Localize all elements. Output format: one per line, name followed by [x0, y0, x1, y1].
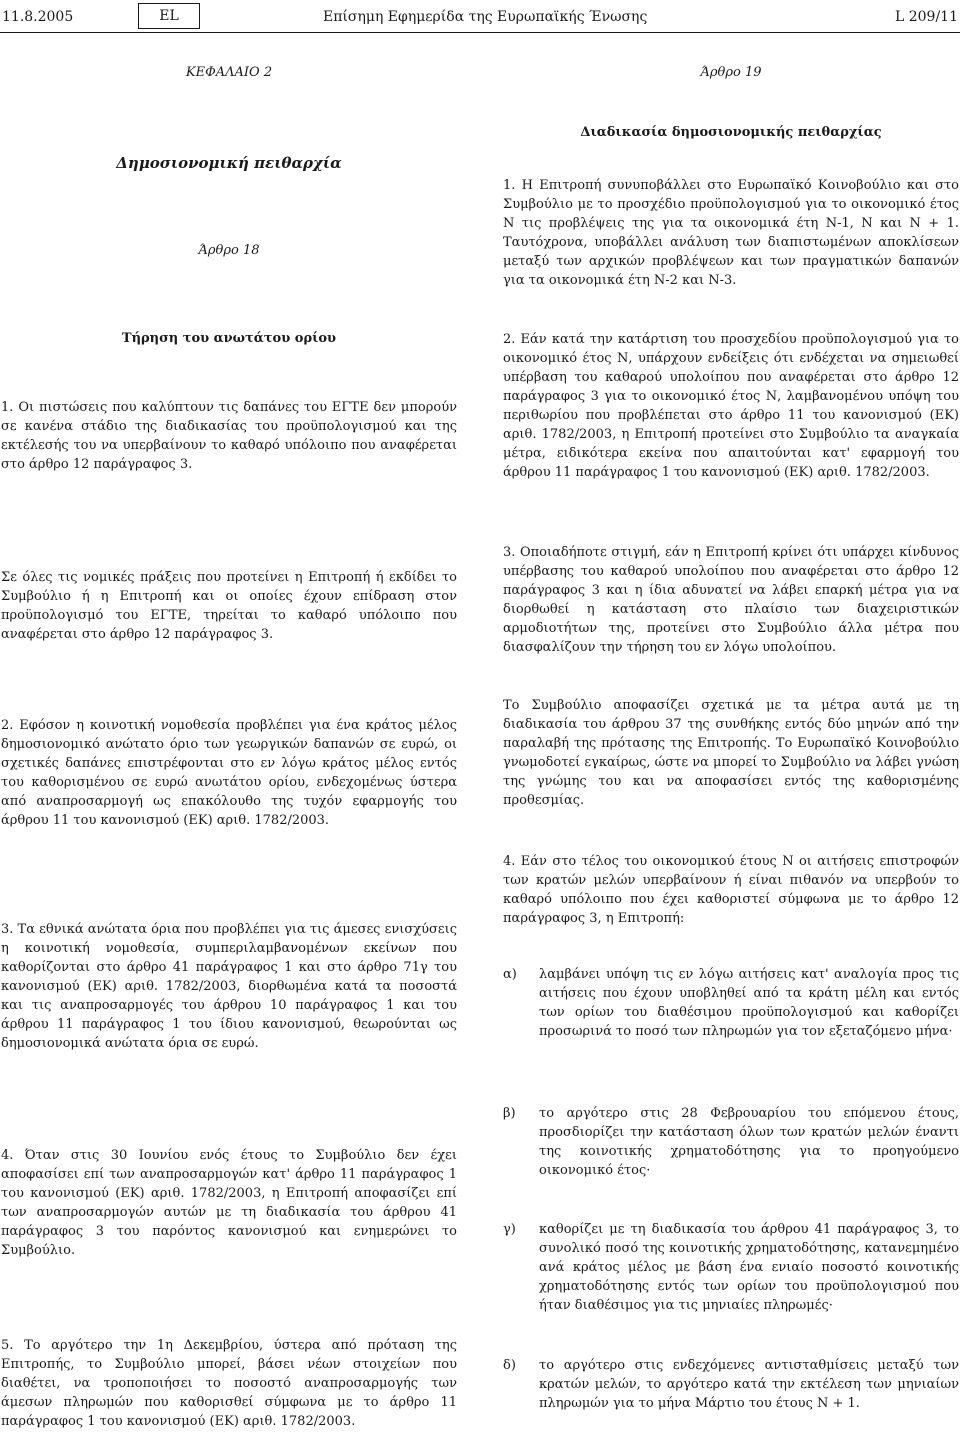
article-19-paragraph-2: 2. Εάν κατά την κατάρτιση του προσχεδίου προϋπολογισμού για το οικονομικό έτος Ν, υπάρχουν ενδείξεις ότι ενδέχεται να σημειωθεί υπέρβαση του καθαρού υπολοίπου που αναφέρεται στο άρθρο 12 παράγραφος 3 για το οικονομικό έτος Ν, λαμβανομένου υπόψη του περιθωρίου που προβλέπεται στο άρθρο 11 του κανονισμού (ΕΚ) αριθ. 1782/2003, η Επιτροπή προτείνει στο Συμβούλιο τα αναγκαία μέτρα, ειδικότερα εκείνα που απαιτούνται κατ' εφαρμογή του άρθρου 11 παράγραφος 1 του κανονισμού (ΕΚ) αριθ. 1782/2003. [503, 332, 959, 480]
list-item [503, 1356, 959, 1413]
journal-title: Επίσημη Εφημερίδα της Ευρωπαϊκής Ένωσης [323, 9, 648, 25]
article-19-paragraph-3: 3. Οποιαδήποτε στιγμή, εάν η Επιτροπή κρίνει ότι υπάρχει κίνδυνος υπέρβασης του καθαρού υπολοίπου που αναφέρεται στο άρθρο 12 παράγραφος 3 και η ίδια αδυνατεί να λάβει επαρκή μέτρα για να διορθωθεί η κατάσταση στο πλαίσιο των διαχειριστικών αρμοδιοτήτων της, προτείνει στο Συμβούλιο άλλα μέτρα που διασφαλίζουν την τήρηση του εν λόγω υπολοίπου. [503, 545, 959, 655]
list-item-text: το αργότερο στις ενδεχόμενες αντισταθμίσεις μεταξύ των κρατών μελών, το αργότερο κατά την εκτέλεση των μηνιαίων πληρωμών για το μήνα Μάρτιο του έτους Ν + 1. [539, 1358, 959, 1411]
article-19-paragraph-3-subparagraph: Το Συμβούλιο αποφασίζει σχετικά με τα μέτρα αυτά με τη διαδικασία του άρθρου 37 της συνθήκης εντός δύο μηνών από την παραλαβή της πρότασης της Επιτροπής. Το Ευρωπαϊκό Κοινοβούλιο γνωμοδοτεί εγκαίρως, ώστε να μπορεί το Συμβούλιο να λάβει γνώση της γνώμης του και να αποφασίσει εντός της καθορισμένης προθεσμίας. [503, 698, 959, 808]
list-item-text: το αργότερο στις 28 Φεβρουαρίου του επόμενου έτους, προσδιορίζει την κατάσταση όλων των κρατών μελών έναντι της κοινοτικής χρηματοδότησης για το προηγούμενο οικονομικό έτος· [539, 1106, 959, 1178]
language-badge: EL [138, 3, 200, 29]
list-item-text: καθορίζει με τη διαδικασία του άρθρου 41 παράγραφος 3, το συνολικό ποσό της κοινοτικής χρηματοδότησης, κατανεμημένο ανά κράτος μέλος με βάση ένα ενιαίο ποσοστό κοινοτικής χρηματοδότησης εντός των ορίων του προϋπολογισμού που ήταν διαθέσιμος για τις μηνιαίες πληρωμές· [539, 1222, 959, 1313]
article-19-paragraph-1: 1. Η Επιτροπή συνυποβάλλει στο Ευρωπαϊκό Κοινοβούλιο και στο Συμβούλιο με το προσχέδιο προϋπολογισμού για το οικονομικό έτος Ν τις προβλέψεις της για τα οικονομικά έτη Ν-1, Ν και Ν + 1. Ταυτόχρονα, υποβάλλει ανάλυση των διαπιστωμένων αποκλίσεων μεταξύ των αρχικών προβλέψεων και των πραγματικών δαπανών για τα οικονομικά έτη Ν-2 και Ν-3. [503, 178, 959, 288]
page-reference: L 209/11 [895, 9, 958, 25]
chapter-number: ΚΕΦΑΛΑΙΟ 2 [185, 65, 273, 80]
article-18-title: Τήρηση του ανωτάτου ορίου [121, 331, 337, 346]
list-item-label: δ) [503, 1358, 516, 1373]
article-18-paragraph-1: 1. Οι πιστώσεις που καλύπτουν τις δαπάνες του ΕΓΤΕ δεν μπορούν σε κανένα στάδιο της διαδικασίας του προϋπολογισμού και της εκτέλεσής του να υπερβαίνουν το καθαρό υπόλοιπο που αναφέρεται στο άρθρο 12 παράγραφος 3. [1, 400, 457, 472]
article-18-paragraph-1-subparagraph: Σε όλες τις νομικές πράξεις που προτείνει η Επιτροπή ή εκδίδει το Συμβούλιο ή η Επιτροπή και οι οποίες έχουν επίδραση στον προϋπολογισμό του ΕΓΤΕ, τηρείται το καθαρό υπόλοιπο που αναφέρεται στο άρθρο 12 παράγραφος 3. [1, 570, 457, 642]
article-18-paragraph-2: 2. Εφόσον η κοινοτική νομοθεσία προβλέπει για ένα κράτος μέλος δημοσιονομικό ανώτατο όριο των γεωργικών δαπανών σε ευρώ, οι σχετικές δαπάνες επιστρέφονται στο εν λόγω κράτος μέλος εντός του καθορισμένου σε ευρώ ανωτάτου ορίου, ενδεχομένως ύστερα από αναπροσαρμογή ως επακόλουθο της τυχόν εφαρμογής του άρθρου 11 του κανονισμού (ΕΚ) αριθ. 1782/2003. [1, 718, 457, 828]
list-item [503, 965, 959, 1041]
chapter-title: Δημοσιονομική πειθαρχία [116, 154, 342, 172]
article-18-paragraph-4: 4. Όταν στις 30 Ιουνίου ενός έτους το Συμβούλιο δεν έχει αποφασίσει επί των αναπροσαρμογών κατ' άρθρο 11 παράγραφος 1 του κανονισμού (ΕΚ) αριθ. 1782/2003, η Επιτροπή αποφασίζει επί των αναπροσαρμογών αυτών με τη διαδικασία του άρθρου 41 παράγραφος 3 του παρόντος κανονισμού και ενημερώνει το Συμβούλιο. [1, 1148, 457, 1258]
article-19-title: Διαδικασία δημοσιονομικής πειθαρχίας [580, 125, 882, 140]
article-19-heading: Άρθρο 19 [700, 65, 762, 80]
list-item-label: α) [503, 967, 517, 982]
article-18-paragraph-5: 5. Το αργότερο την 1η Δεκεμβρίου, ύστερα από πρόταση της Επιτροπής, το Συμβούλιο μπορεί, βάσει νέων στοιχείων που διαθέτει, να τροποποιήσει το ποσοστό αναπροσαρμογής των άμεσων πληρωμών που καθορισθεί σύμφωνα με το άρθρο 11 παράγραφος 1 του κανονισμού (ΕΚ) αριθ. 1782/2003. [1, 1338, 457, 1429]
list-item [503, 1104, 959, 1180]
list-item-label: γ) [503, 1222, 516, 1237]
list-item [503, 1220, 959, 1315]
issue-date: 11.8.2005 [2, 9, 74, 25]
header-rule [0, 32, 960, 33]
journal-header [0, 0, 960, 40]
list-item-text: λαμβάνει υπόψη τις εν λόγω αιτήσεις κατ' αναλογία προς τις αιτήσεις που έχουν υποβληθεί από τα κράτη μέλη και εντός των ορίων του διαθέσιμου προϋπολογισμού και καθορίζει προσωρινά το ποσό των πληρωμών για τον εξεταζόμενο μήνα· [539, 967, 959, 1039]
article-19-paragraph-4: 4. Εάν στο τέλος του οικονομικού έτους Ν οι αιτήσεις επιστροφών των κρατών μελών υπερβαίνουν ή είναι πιθανόν να υπερβούν το καθαρό υπόλοιπο που έχει καθοριστεί σύμφωνα με το άρθρο 12 παράγραφος 3, η Επιτροπή: [503, 854, 959, 926]
article-18-heading: Άρθρο 18 [198, 243, 260, 258]
list-item-label: β) [503, 1106, 516, 1121]
article-18-paragraph-3: 3. Τα εθνικά ανώτατα όρια που προβλέπει για τις άμεσες ενισχύσεις η κοινοτική νομοθεσία, συμπεριλαμβανομένων εκείνων που καθορίζονται στο άρθρο 41 παράγραφος 1 και στο άρθρο 71γ του κανονισμού (ΕΚ) αριθ. 1782/2003, διορθωμένα κατά τα ποσοστά και τις αναπροσαρμογές του άρθρου 10 παράγραφος 1 και του άρθρου 11 παράγραφος 1 του ίδιου κανονισμού, θεωρούνται ως δημοσιονομικά ανώτατα όρια σε ευρώ. [1, 922, 457, 1051]
